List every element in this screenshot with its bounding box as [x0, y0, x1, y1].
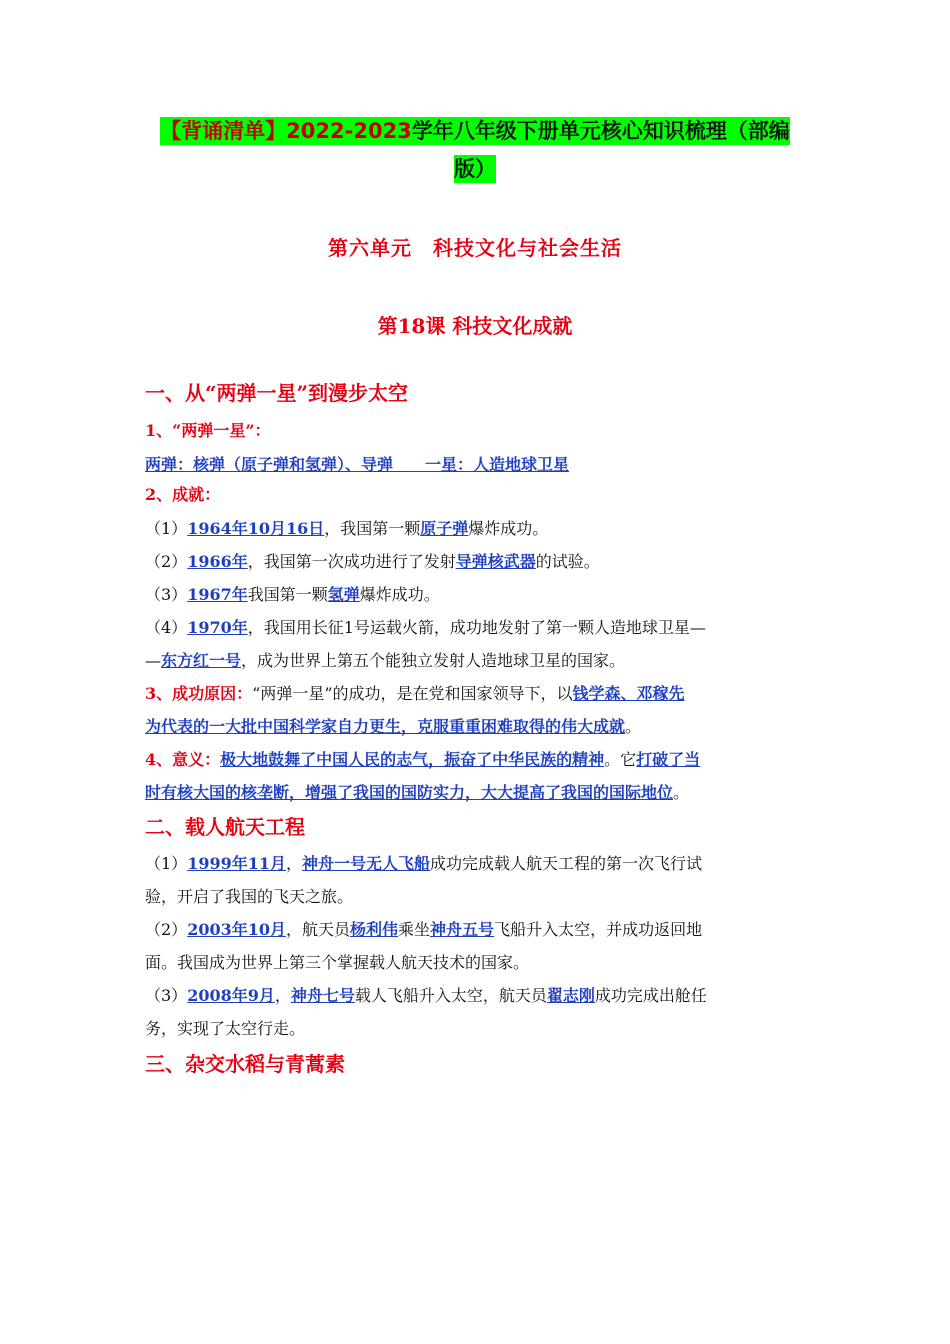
section-1-heading: 一、从“两弹一星”到漫步太空	[145, 381, 409, 405]
s1-point3-reason: 3、成功原因：“两弹一星”的成功，是在党和国家领导下，以钱学森、邓稼先 为代表的一大批中国科学家自力更生，克服重重困难取得的伟大成就。	[145, 684, 685, 736]
spaceflight-item-2: （2）2003年10月，航天员杨利伟乘坐神舟五号飞船升入太空，并成功返回地 面。我国成为世界上第三个掌握载人航天技术的国家。	[145, 920, 703, 972]
title-line2: 版）	[454, 157, 496, 181]
unit-title: 第六单元 科技文化与社会生活	[328, 236, 622, 260]
s1-point4-significance: 4、意义：极大地鼓舞了中国人民的志气，振奋了中华民族的精神。它打破了当 时有核大国的核垄断，增强了我国的国防实力，大大提高了我国的国际地位。	[145, 750, 701, 802]
spaceflight-item-3: （3）2008年9月，神舟七号载人飞船升入太空，航天员翟志刚成功完成出舱任 务，实现了太空行走。	[145, 986, 707, 1038]
spaceflight-item-1: （1）1999年11月，神舟一号无人飞船成功完成载人航天工程的第一次飞行试 验，开启了我国的飞天之旅。	[145, 854, 703, 906]
achievement-item-3: （3）1967年我国第一颗氢弹爆炸成功。	[145, 585, 440, 604]
achievement-item-4: （4）1970年，我国用长征1号运载火箭，成功地发射了第一颗人造地球卫星— —东方红一号，成为世界上第五个能独立发射人造地球卫星的国家。	[145, 618, 706, 670]
s1-point1-label: 1、“两弹一星”：	[145, 421, 271, 440]
section-2-heading: 二、载人航天工程	[145, 815, 305, 839]
achievement-item-1: （1）1964年10月16日，我国第一颗原子弹爆炸成功。	[145, 519, 549, 538]
s1-point2-label: 2、成就：	[145, 485, 221, 504]
section-3-heading: 三、杂交水稻与青蒿素	[145, 1052, 345, 1076]
lesson-title: 第18课 科技文化成就	[377, 314, 573, 338]
achievement-item-2: （2）1966年，我国第一次成功进行了发射导弹核武器的试验。	[145, 552, 600, 571]
title-line1: 【背诵清单】2022-2023学年八年级下册单元核心知识梳理（部编	[160, 119, 790, 143]
s1-point1-definition: 两弹：核弹（原子弹和氢弹）、导弹 一星：人造地球卫星	[145, 455, 570, 474]
document-title	[150, 112, 800, 188]
